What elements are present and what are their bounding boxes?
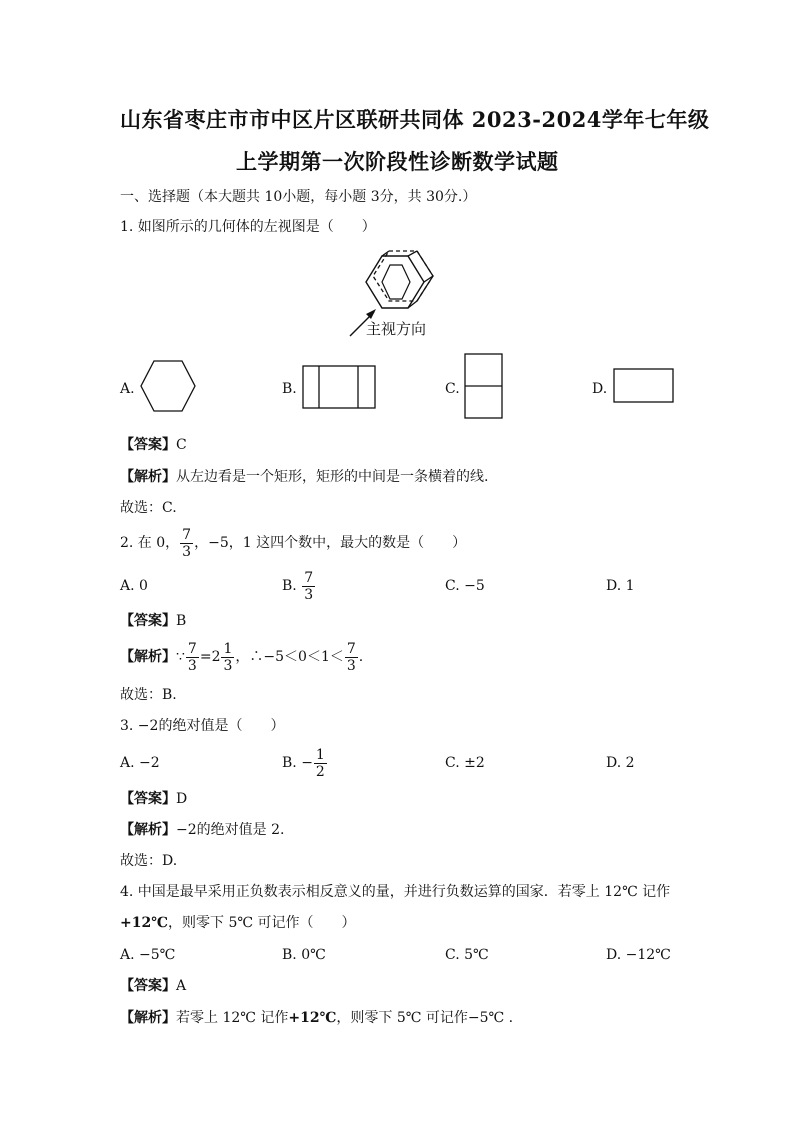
fraction-7-3 (302, 570, 315, 603)
analysis-label: 【解析】 (120, 822, 176, 838)
fraction-numerator: 7 (346, 640, 356, 657)
q4-option-d: D. −12℃ (606, 947, 671, 963)
q2-stem-prefix: 2. 在 0， (120, 535, 180, 551)
fraction-numerator: 1 (223, 640, 233, 657)
q4-option-c: C. 5℃ (445, 947, 489, 963)
document-title-line1: 山东省枣庄市市中区片区联研共同体 2023-2024学年七年级 (120, 107, 710, 132)
analysis-text: −2的绝对值是 2. (176, 822, 285, 838)
q3-option-a: A. −2 (120, 755, 160, 771)
q4-option-a: A. −5℃ (120, 947, 176, 963)
fraction-7-3 (345, 641, 358, 674)
q1-option-b-label: B. (282, 381, 297, 397)
q3-analysis (120, 821, 284, 839)
q4-stem-rest: ，则零下 5℃ 可记作（ ） (168, 915, 356, 931)
fraction-denominator: 3 (223, 657, 233, 674)
answer-value: D (176, 791, 188, 807)
analysis-label: 【解析】 (120, 649, 176, 665)
q3-option-c: C. ±2 (445, 755, 485, 771)
q2-analysis (120, 636, 363, 678)
q1-conclusion: 故选：C. (120, 500, 177, 516)
fraction-7-3 (186, 641, 199, 674)
q3-option-d: D. 2 (606, 755, 635, 771)
fraction-denominator: 2 (315, 763, 325, 780)
q3-option-b (282, 742, 328, 784)
q2-conclusion: 故选：B. (120, 687, 177, 703)
q3-option-b-label: B. − (282, 755, 313, 771)
document-title-line2: 上学期第一次阶段性诊断数学试题 (236, 149, 559, 174)
q1-analysis (120, 468, 488, 486)
analysis-text-b: ，则零下 5℃ 可记作−5℃ . (336, 1010, 514, 1026)
q1-option-a-label: A. (120, 381, 135, 397)
q3-answer (120, 790, 187, 808)
fraction-7-3 (180, 527, 193, 560)
therefore-comparison: ，∴−5＜0＜1＜ (235, 649, 344, 665)
view-direction-label: 主视方向 (366, 320, 427, 338)
analysis-text: 从左边看是一个矩形，矩形的中间是一条横着的线. (176, 469, 489, 485)
rectangle-option-shape (613, 368, 675, 404)
q1-answer (120, 436, 187, 454)
question-1-stem: 1. 如图所示的几何体的左视图是（ ） (120, 219, 376, 235)
answer-label: 【答案】 (120, 791, 176, 807)
q2-option-d: D. 1 (606, 578, 635, 594)
plus-twelve-degrees: +12℃ (288, 1010, 337, 1026)
period: . (358, 649, 364, 665)
analysis-text-a: 若零上 12℃ 记作 (176, 1010, 289, 1026)
answer-value: C (176, 437, 187, 453)
q4-option-b: B. 0℃ (282, 947, 326, 963)
answer-label: 【答案】 (120, 437, 176, 453)
fraction-denominator: 3 (304, 586, 314, 603)
fraction-1-2 (314, 747, 327, 780)
fraction-numerator: 7 (187, 640, 197, 657)
question-3-stem: 3. −2的绝对值是（ ） (120, 718, 285, 734)
question-4-stem-line1: 4. 中国是最早采用正负数表示相反意义的量，并进行负数运算的国家．若零上 12℃ 记作 (120, 884, 671, 900)
question-4-stem-line2 (120, 914, 355, 932)
q2-option-a: A. 0 (120, 578, 148, 594)
q1-option-c-label: C. (445, 381, 460, 397)
fraction-numerator: 1 (315, 746, 325, 763)
q2-option-b (282, 565, 316, 607)
section-heading: 一、选择题（本大题共 10小题，每小题 3分，共 30分.） (120, 189, 477, 205)
plus-twelve-degrees: +12℃ (120, 915, 168, 931)
analysis-label: 【解析】 (120, 469, 176, 485)
q2-answer (120, 612, 186, 630)
fraction-numerator: 7 (304, 569, 314, 586)
answer-value: B (176, 613, 187, 629)
fraction-denominator: 3 (187, 657, 197, 674)
answer-value: A (176, 978, 187, 994)
analysis-label: 【解析】 (120, 1010, 176, 1026)
fraction-denominator: 3 (346, 657, 356, 674)
q2-option-c: C. −5 (445, 578, 485, 594)
q1-option-d-label: D. (592, 381, 608, 397)
equals-two: =2 (199, 649, 221, 665)
split-rect-option-shape (464, 353, 504, 419)
q2-option-b-label: B. (282, 578, 297, 594)
answer-label: 【答案】 (120, 613, 176, 629)
three-rect-option-shape (302, 365, 376, 409)
fraction-denominator: 3 (182, 543, 192, 560)
q4-analysis (120, 1009, 513, 1027)
because-symbol: ∵ (176, 649, 185, 665)
q4-answer (120, 977, 186, 995)
answer-label: 【答案】 (120, 978, 176, 994)
fraction-1-3 (221, 641, 234, 674)
hexagon-option-shape (140, 360, 196, 412)
q3-conclusion: 故选：D. (120, 853, 178, 869)
question-2-stem (120, 522, 466, 564)
q2-stem-suffix: ，−5，1 这四个数中，最大的数是（ ） (194, 535, 467, 551)
fraction-numerator: 7 (182, 526, 192, 543)
